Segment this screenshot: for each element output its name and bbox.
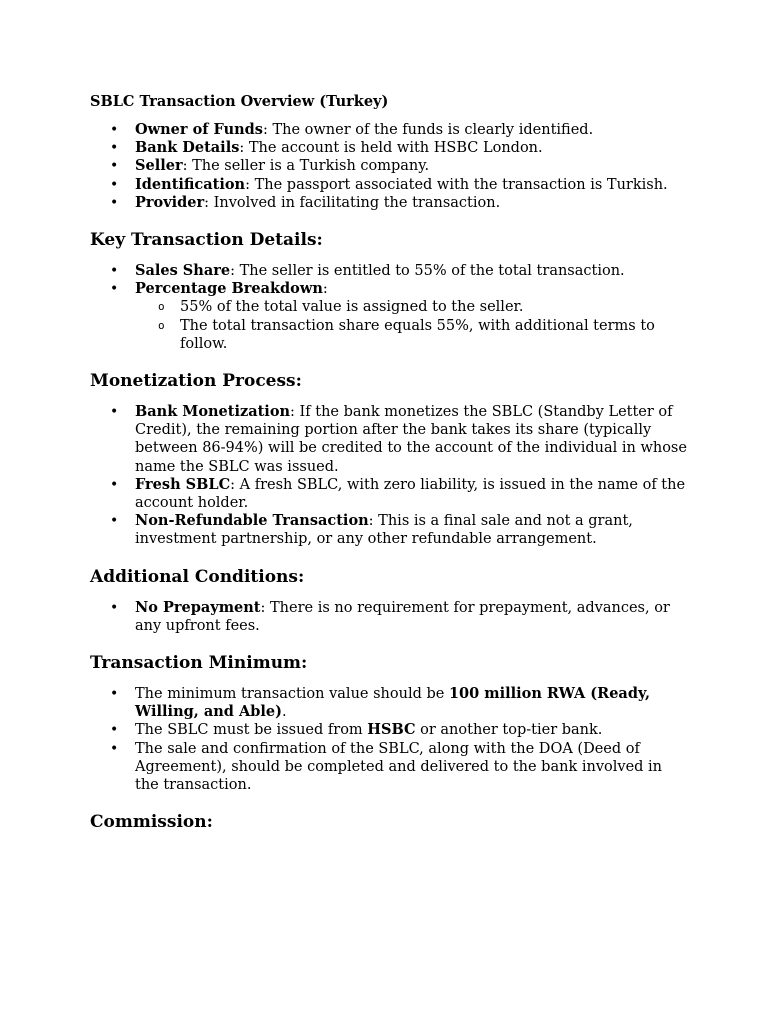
item-term: Sales Share: [135, 262, 231, 280]
item-text: : The seller is entitled to 55% of the total transaction.: [230, 263, 625, 280]
section-heading-minimum: Transaction Minimum:: [90, 653, 308, 674]
item-term: No Prepayment: [135, 598, 261, 616]
item-text: : If the bank monetizes the SBLC (Standby Letter of Credit), the remaining portion after the bank takes its share (typically between 86-94%) will be credited to the account of the individual in whose name the SBLC was issued.: [135, 404, 687, 475]
item-text: : The owner of the funds is clearly identified.: [262, 122, 594, 138]
monetization-list: [90, 403, 690, 549]
percentage-breakdown-sublist: [135, 298, 690, 353]
sub-list-item: o 55% of the total value is assigned to the seller.: [135, 298, 690, 316]
list-item: [90, 139, 690, 157]
list-item: [90, 403, 690, 476]
item-text: : There is no requirement for prepayment, advances, or any upfront fees.: [135, 599, 670, 634]
section-heading-key-details: Key Transaction Details:: [90, 230, 323, 251]
item-text: :: [322, 281, 328, 298]
list-item: [90, 262, 690, 280]
item-term: Seller: [135, 157, 183, 175]
list-item: [90, 512, 690, 548]
list-item: [90, 157, 690, 175]
document-page: [90, 93, 690, 844]
section-heading-monetization: Monetization Process:: [90, 371, 302, 392]
item-text: The minimum transaction value should be: [135, 686, 449, 703]
item-text: : The account is held with HSBC London.: [239, 140, 543, 157]
item-text: The sale and confirmation of the SBLC, along with the DOA (Deed of Agreement), should be completed and delivered to the bank involved in the transaction.: [135, 740, 663, 794]
item-text: : The seller is a Turkish company.: [182, 158, 430, 175]
document-title: SBLC Transaction Overview (Turkey): [90, 93, 389, 110]
list-item: [90, 176, 690, 194]
list-item: [90, 599, 690, 635]
list-item: [90, 476, 690, 512]
item-term: Non-Refundable Transaction: [135, 512, 369, 530]
item-term: Percentage Breakdown: [135, 280, 323, 298]
item-emphasis: HSBC: [367, 721, 416, 739]
item-text: The SBLC must be issued from: [135, 722, 368, 739]
item-text: or another top-tier bank.: [415, 722, 603, 739]
section-heading-commission: Commission:: [90, 812, 213, 833]
list-item: [90, 740, 690, 795]
section-heading-conditions: Additional Conditions:: [90, 566, 305, 587]
list-item: [90, 194, 690, 212]
item-text: .: [281, 704, 287, 721]
list-item: [90, 721, 690, 739]
item-text: : A fresh SBLC, with zero liability, is issued in the name of the account holder.: [135, 476, 686, 512]
item-text: : This is a final sale and not a grant, investment partnership, or any other refundable arrangement.: [135, 513, 633, 548]
list-item: [90, 685, 690, 721]
overview-list: [90, 121, 690, 212]
item-emphasis: 100 million RWA (Ready, Willing, and Able): [135, 685, 651, 721]
item-term: Bank Details: [135, 139, 240, 157]
list-item: [90, 280, 690, 353]
item-text: : The passport associated with the transaction is Turkish.: [245, 176, 668, 193]
item-term: Fresh SBLC: [135, 475, 231, 493]
conditions-list: [90, 599, 690, 635]
key-details-list: [90, 262, 690, 353]
sub-list-item: o The total transaction share equals 55%, with additional terms to follow.: [135, 317, 690, 353]
item-term: Owner of Funds: [135, 121, 263, 138]
item-text: : Involved in facilitating the transaction.: [204, 194, 501, 211]
list-item: [90, 121, 690, 139]
item-term: Provider: [135, 193, 205, 211]
item-term: Identification: [135, 175, 246, 193]
minimum-list: [90, 685, 690, 794]
item-term: Bank Monetization: [135, 403, 291, 421]
